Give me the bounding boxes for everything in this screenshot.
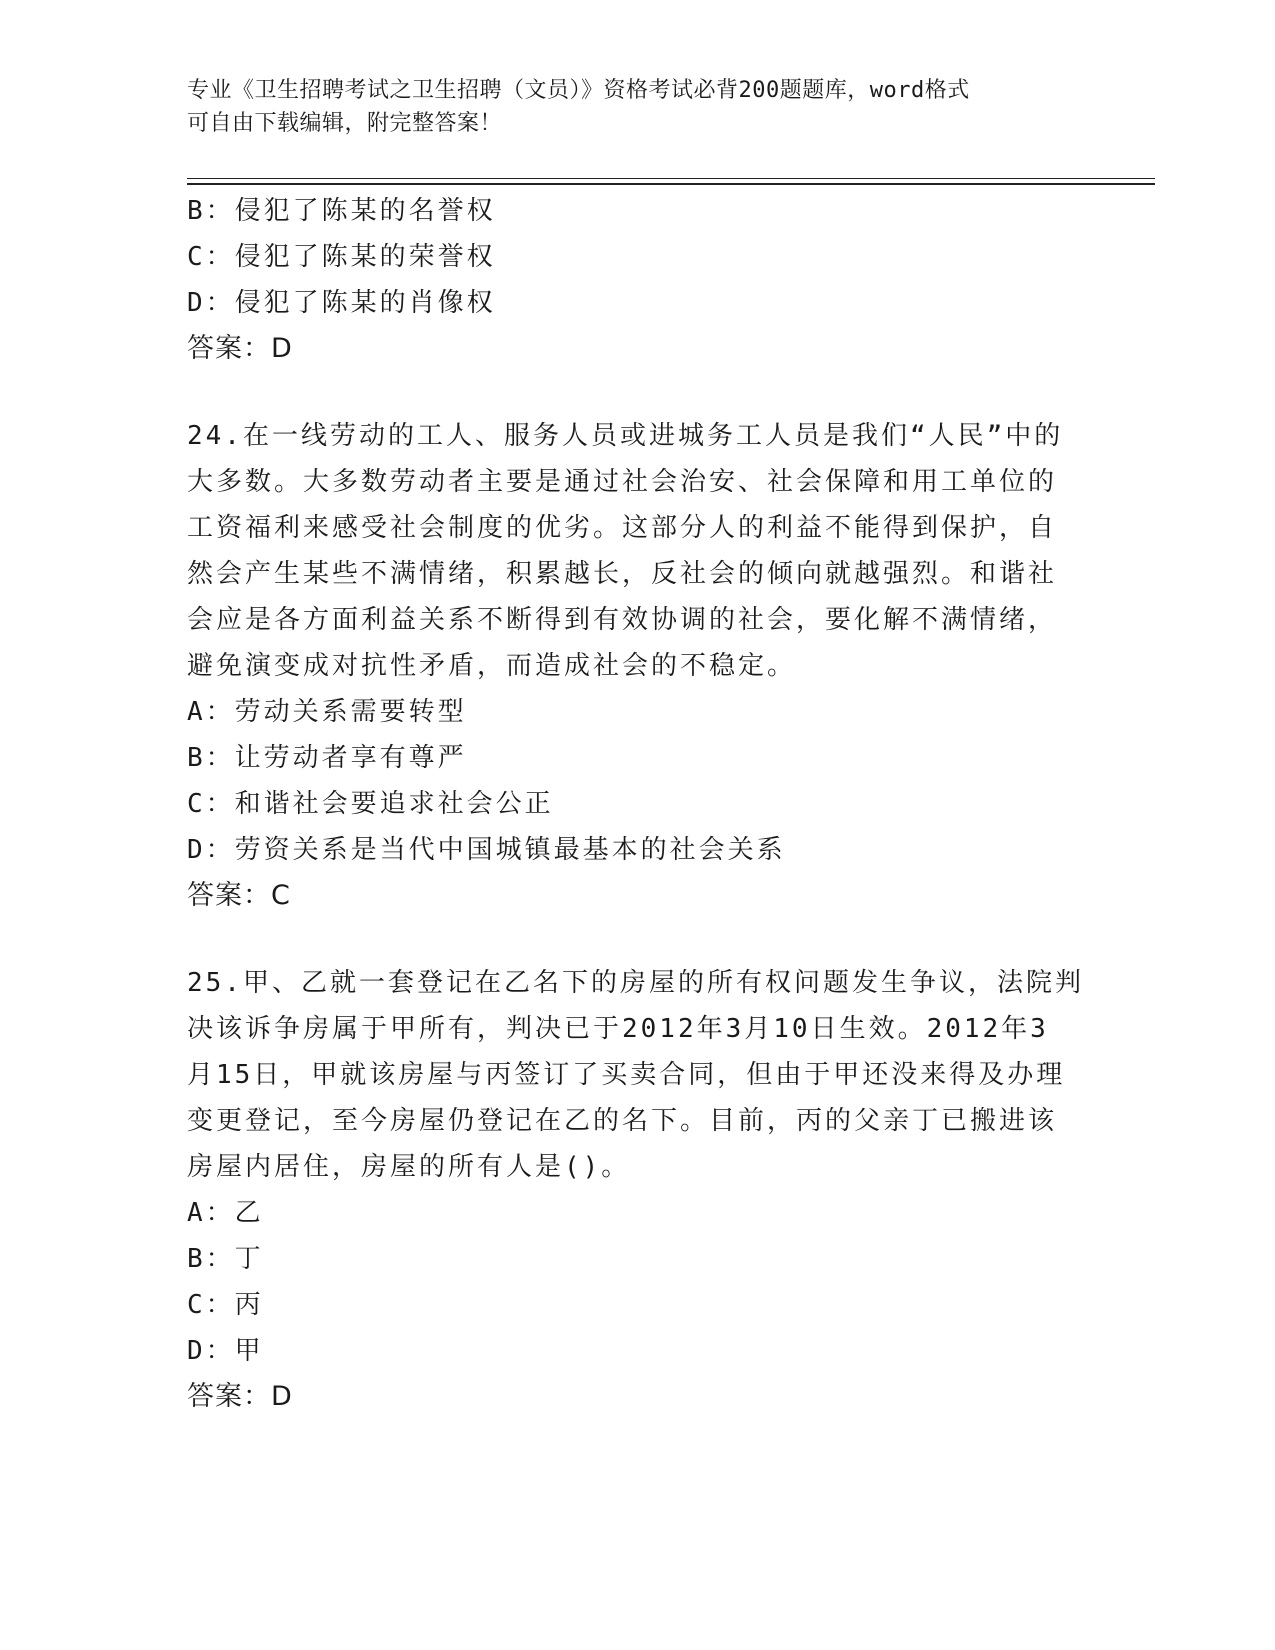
question-stem-line: 月15日，甲就该房屋与丙签订了买卖合同，但由于甲还没来得及办理 <box>187 1060 1066 1090</box>
question-stem-line: 会应是各方面利益关系不断得到有效协调的社会，要化解不满情绪， <box>187 605 1058 635</box>
question-23-tail <box>187 188 1087 372</box>
question-content <box>187 188 1087 1420</box>
option-c: C：侵犯了陈某的荣誉权 <box>187 242 496 272</box>
option-a: A：劳动关系需要转型 <box>187 697 467 727</box>
option-b: B：让劳动者享有尊严 <box>187 743 467 773</box>
header-rule-thick <box>187 183 1155 185</box>
option-c: C：丙 <box>187 1290 264 1320</box>
page-header <box>187 74 1067 140</box>
option-b: B：丁 <box>187 1244 264 1274</box>
option-c: C：和谐社会要追求社会公正 <box>187 789 554 819</box>
spacer <box>187 372 1087 413</box>
spacer <box>187 919 1087 960</box>
question-stem-line: 工资福利来感受社会制度的优劣。这部分人的利益不能得到保护，自 <box>187 513 1058 543</box>
question-stem-line: 然会产生某些不满情绪，积累越长，反社会的倾向就越强烈。和谐社 <box>187 559 1058 589</box>
question-stem-line: 大多数。大多数劳动者主要是通过社会治安、社会保障和用工单位的 <box>187 467 1058 497</box>
question-stem-line: 变更登记，至今房屋仍登记在乙的名下。目前，丙的父亲丁已搬进该 <box>187 1106 1058 1136</box>
header-line-1: 专业《卫生招聘考试之卫生招聘（文员）》资格考试必背200题题库，word格式 <box>187 78 970 103</box>
option-a: A：乙 <box>187 1198 264 1228</box>
answer-line: 答案：D <box>187 333 293 364</box>
option-d: D：甲 <box>187 1336 264 1366</box>
answer-line: 答案：D <box>187 1381 293 1412</box>
header-rule-thin <box>187 178 1155 179</box>
answer-line: 答案：C <box>187 880 291 911</box>
question-25 <box>187 960 1087 1420</box>
question-stem-line: 决该诉争房属于甲所有，判决已于2012年3月10日生效。2012年3 <box>187 1014 1049 1044</box>
option-b: B：侵犯了陈某的名誉权 <box>187 196 496 226</box>
header-line-2: 可自由下载编辑，附完整答案！ <box>187 111 503 136</box>
question-stem-line: 24.在一线劳动的工人、服务人员或进城务工人员是我们“人民”中的 <box>187 421 1064 451</box>
option-d: D：侵犯了陈某的肖像权 <box>187 288 496 318</box>
question-stem-line: 25.甲、乙就一套登记在乙名下的房屋的所有权问题发生争议，法院判 <box>187 968 1084 998</box>
option-d: D：劳资关系是当代中国城镇最基本的社会关系 <box>187 835 786 865</box>
question-stem-line: 避免演变成对抗性矛盾，而造成社会的不稳定。 <box>187 651 797 681</box>
question-stem-line: 房屋内居住，房屋的所有人是()。 <box>187 1152 631 1182</box>
question-24 <box>187 413 1087 919</box>
